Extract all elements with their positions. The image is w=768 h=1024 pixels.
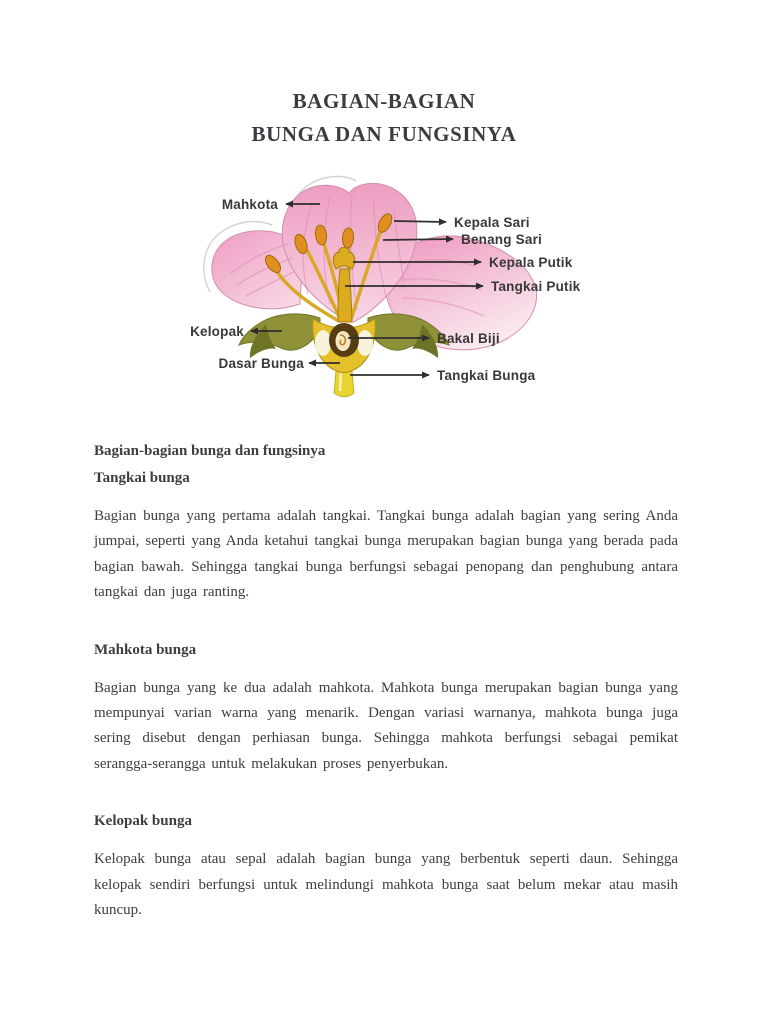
label-mahkota: Mahkota xyxy=(221,197,278,212)
pistil-style xyxy=(338,269,352,322)
label-tangkai-bunga: Tangkai Bunga xyxy=(437,368,536,383)
paragraph-mahkota: Bagian bunga yang ke dua adalah mahkota. Mahkota bunga merupakan bagian bunga yang mempunyai varian warna yang menarik. Dengan variasi warnanya, mahkota bunga juga sering disebut dengan perhiasan bunga. Sehingga mahkota berfungsi sebagai pemikat serangga-serangga untuk melakukan proses penyerbukan. xyxy=(94,679,678,772)
label-dasar-bunga: Dasar Bunga xyxy=(218,356,304,371)
page-title xyxy=(0,85,768,151)
title-line-1: BAGIAN-BAGIAN xyxy=(292,89,476,113)
label-benang-sari: Benang Sari xyxy=(461,232,542,247)
label-kelopak: Kelopak xyxy=(190,324,244,339)
label-tangkai-putik: Tangkai Putik xyxy=(491,279,581,294)
sepal-left xyxy=(239,314,320,350)
leader-benang-sari xyxy=(383,239,453,240)
leader-kepala-sari xyxy=(394,221,446,222)
title-line-2: BUNGA DAN FUNGSINYA xyxy=(251,122,517,146)
label-kepala-putik: Kepala Putik xyxy=(489,255,573,270)
label-kepala-sari: Kepala Sari xyxy=(454,215,530,230)
section-heading-tangkai: Tangkai bunga xyxy=(94,470,190,486)
article-body xyxy=(94,441,678,923)
paragraph-tangkai: Bagian bunga yang pertama adalah tangkai. Tangkai bunga adalah bagian yang sering Anda jumpai, seperti yang Anda ketahui tangkai bunga merupakan bagian bunga yang berada pada bagian bawah. Sehingga tangkai bunga berfungsi sebagai penopang dan penghubung antara tangkai dan juga ranting. xyxy=(94,508,678,601)
paragraph-kelopak: Kelopak bunga atau sepal adalah bagian bunga yang berbentuk seperti daun. Sehingga kelopak sendiri berfungsi untuk melindungi mahkota bunga saat belum mekar atau masih kuncup. xyxy=(94,851,678,919)
ovule-bakal-biji xyxy=(336,331,351,351)
flower-parts-diagram xyxy=(150,172,610,402)
label-bakal-biji: Bakal Biji xyxy=(437,331,500,346)
section-heading-kelopak: Kelopak bunga xyxy=(94,813,192,830)
stem-highlight xyxy=(340,373,341,391)
section-heading-mahkota: Mahkota bunga xyxy=(94,641,197,658)
flower-illustration xyxy=(150,172,610,402)
section-heading-main: Bagian-bagian bunga dan fungsinya xyxy=(94,443,326,459)
